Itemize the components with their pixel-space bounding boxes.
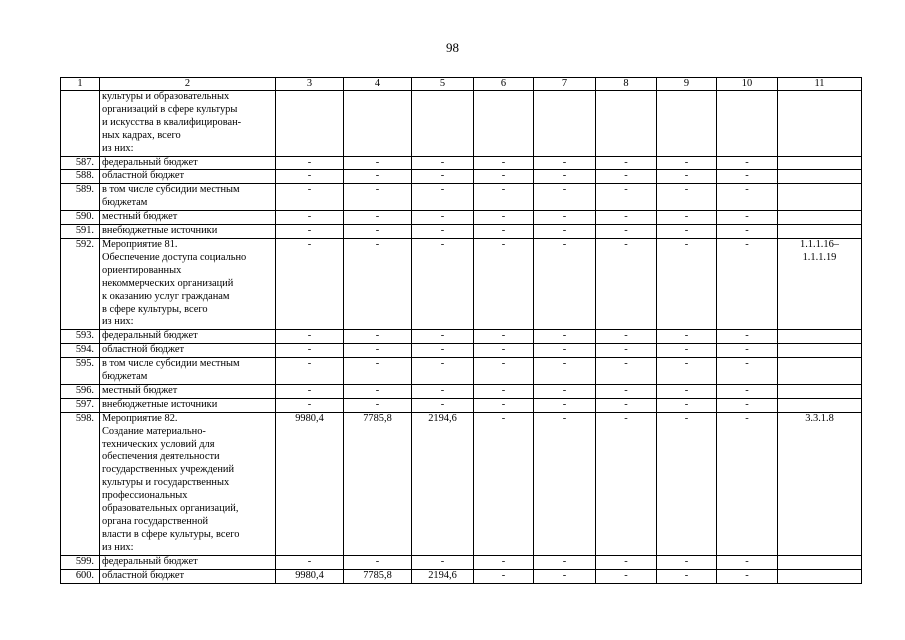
value-cell: - (412, 384, 474, 398)
indicator-ref-cell (778, 184, 862, 211)
row-name-cell: внебюджетные источники (100, 225, 276, 239)
value-cell: - (412, 238, 474, 329)
value-cell: - (717, 330, 778, 344)
row-name-cell: федеральный бюджет (100, 156, 276, 170)
row-number-cell: 600. (61, 569, 100, 583)
value-cell: - (596, 358, 657, 385)
value-cell: - (412, 225, 474, 239)
value-cell: - (276, 344, 344, 358)
value-cell: 2194,6 (412, 412, 474, 555)
value-cell: - (474, 555, 534, 569)
indicator-ref-cell (778, 384, 862, 398)
value-cell: - (276, 170, 344, 184)
value-cell: - (596, 555, 657, 569)
value-cell: - (344, 156, 412, 170)
value-cell: - (717, 412, 778, 555)
value-cell: - (534, 211, 596, 225)
value-cell: 9980,4 (276, 569, 344, 583)
row-name-cell: областной бюджет (100, 569, 276, 583)
table-row (61, 238, 862, 329)
value-cell: - (657, 170, 717, 184)
value-cell: - (717, 358, 778, 385)
indicator-ref-cell (778, 358, 862, 385)
row-name-cell: местный бюджет (100, 211, 276, 225)
value-cell: - (474, 358, 534, 385)
row-name-cell: областной бюджет (100, 170, 276, 184)
value-cell: - (412, 170, 474, 184)
value-cell: - (596, 330, 657, 344)
value-cell: - (276, 330, 344, 344)
column-header: 7 (534, 78, 596, 91)
value-cell: - (596, 170, 657, 184)
value-cell: - (534, 238, 596, 329)
value-cell: - (534, 156, 596, 170)
row-name-cell: федеральный бюджет (100, 555, 276, 569)
row-number-cell: 599. (61, 555, 100, 569)
indicator-ref-cell (778, 170, 862, 184)
value-cell: - (344, 398, 412, 412)
row-name-cell: областной бюджет (100, 344, 276, 358)
value-cell: - (474, 344, 534, 358)
value-cell: 9980,4 (276, 412, 344, 555)
value-cell: - (412, 358, 474, 385)
value-cell: - (596, 412, 657, 555)
value-cell: - (657, 330, 717, 344)
indicator-ref-cell: 1.1.1.16– 1.1.1.19 (778, 238, 862, 329)
value-cell: - (276, 156, 344, 170)
budget-table (60, 77, 862, 584)
value-cell: - (474, 156, 534, 170)
value-cell: - (717, 398, 778, 412)
column-header: 1 (61, 78, 100, 91)
value-cell: - (534, 184, 596, 211)
value-cell: - (344, 225, 412, 239)
value-cell: - (474, 211, 534, 225)
value-cell: - (657, 238, 717, 329)
value-cell: - (717, 156, 778, 170)
table-row (61, 398, 862, 412)
value-cell: - (657, 184, 717, 211)
value-cell: - (276, 398, 344, 412)
page-number: 98 (446, 40, 459, 55)
indicator-ref-cell (778, 156, 862, 170)
value-cell: 2194,6 (412, 569, 474, 583)
value-cell: - (412, 211, 474, 225)
table-row (61, 344, 862, 358)
indicator-ref-cell: 3.3.1.8 (778, 412, 862, 555)
value-cell: - (474, 184, 534, 211)
value-cell (276, 91, 344, 157)
row-number-cell: 588. (61, 170, 100, 184)
value-cell: - (717, 238, 778, 329)
value-cell: - (657, 156, 717, 170)
value-cell: - (412, 330, 474, 344)
row-name-cell: Мероприятие 81. Обеспечение доступа социально ориентированных некоммерческих организаций к оказанию услуг гражданам в сфере культуры, всего из них: (100, 238, 276, 329)
value-cell: - (276, 225, 344, 239)
value-cell: - (534, 555, 596, 569)
table-row (61, 555, 862, 569)
value-cell: - (596, 156, 657, 170)
indicator-ref-cell (778, 225, 862, 239)
column-header: 5 (412, 78, 474, 91)
value-cell: - (474, 398, 534, 412)
row-name-cell: культуры и образовательных организаций в сфере культуры и искусства в квалифицирован- ных кадрах, всего из них: (100, 91, 276, 157)
indicator-ref-cell (778, 91, 862, 157)
table-row (61, 569, 862, 583)
value-cell: - (717, 344, 778, 358)
table-row (61, 225, 862, 239)
value-cell: - (344, 184, 412, 211)
row-number-cell: 596. (61, 384, 100, 398)
value-cell: - (717, 184, 778, 211)
value-cell: - (596, 184, 657, 211)
table-row (61, 184, 862, 211)
value-cell: - (657, 384, 717, 398)
value-cell: - (474, 569, 534, 583)
value-cell: - (657, 555, 717, 569)
value-cell: - (534, 225, 596, 239)
value-cell: - (717, 384, 778, 398)
value-cell: - (412, 344, 474, 358)
value-cell: - (657, 211, 717, 225)
value-cell: - (534, 569, 596, 583)
value-cell: - (344, 211, 412, 225)
value-cell: - (412, 398, 474, 412)
value-cell: - (596, 384, 657, 398)
value-cell (474, 91, 534, 157)
table-row (61, 211, 862, 225)
row-number-cell: 594. (61, 344, 100, 358)
row-number-cell: 589. (61, 184, 100, 211)
row-number-cell: 590. (61, 211, 100, 225)
value-cell: - (534, 398, 596, 412)
value-cell: - (717, 211, 778, 225)
row-number-cell: 598. (61, 412, 100, 555)
row-number-cell: 587. (61, 156, 100, 170)
value-cell: - (596, 238, 657, 329)
value-cell: - (276, 555, 344, 569)
row-number-cell: 593. (61, 330, 100, 344)
value-cell: - (717, 170, 778, 184)
value-cell: - (657, 344, 717, 358)
value-cell: - (534, 330, 596, 344)
value-cell: 7785,8 (344, 412, 412, 555)
value-cell: - (534, 170, 596, 184)
row-name-cell: в том числе субсидии местным бюджетам (100, 184, 276, 211)
value-cell (717, 91, 778, 157)
value-cell: - (276, 358, 344, 385)
value-cell: - (596, 344, 657, 358)
value-cell: - (596, 569, 657, 583)
value-cell: - (596, 225, 657, 239)
value-cell: - (474, 330, 534, 344)
table-row (61, 170, 862, 184)
value-cell: - (474, 225, 534, 239)
value-cell: - (276, 184, 344, 211)
row-number-cell: 592. (61, 238, 100, 329)
row-number-cell: 597. (61, 398, 100, 412)
value-cell: - (344, 384, 412, 398)
row-number-cell: 595. (61, 358, 100, 385)
value-cell: - (717, 569, 778, 583)
row-name-cell: внебюджетные источники (100, 398, 276, 412)
table-row (61, 412, 862, 555)
value-cell: - (344, 238, 412, 329)
table-row (61, 156, 862, 170)
value-cell: - (717, 555, 778, 569)
value-cell (596, 91, 657, 157)
row-name-cell: Мероприятие 82. Создание материально- технических условий для обеспечения деятельности государственных учреждений культуры и государственных профессиональных образовательных организаций, органа государственной власти в сфере культуры, всего из них: (100, 412, 276, 555)
value-cell: 7785,8 (344, 569, 412, 583)
value-cell: - (474, 238, 534, 329)
indicator-ref-cell (778, 344, 862, 358)
column-header: 10 (717, 78, 778, 91)
value-cell: - (717, 225, 778, 239)
column-header: 3 (276, 78, 344, 91)
indicator-ref-cell (778, 569, 862, 583)
value-cell: - (276, 211, 344, 225)
row-name-cell: местный бюджет (100, 384, 276, 398)
value-cell: - (344, 344, 412, 358)
value-cell: - (534, 412, 596, 555)
column-header: 11 (778, 78, 862, 91)
value-cell: - (412, 184, 474, 211)
row-name-cell: федеральный бюджет (100, 330, 276, 344)
value-cell: - (657, 398, 717, 412)
value-cell: - (276, 384, 344, 398)
value-cell (657, 91, 717, 157)
value-cell: - (657, 412, 717, 555)
value-cell (534, 91, 596, 157)
value-cell: - (474, 170, 534, 184)
row-number-cell (61, 91, 100, 157)
table-row (61, 91, 862, 157)
row-number-cell: 591. (61, 225, 100, 239)
indicator-ref-cell (778, 330, 862, 344)
column-header: 2 (100, 78, 276, 91)
column-header: 9 (657, 78, 717, 91)
value-cell: - (534, 358, 596, 385)
value-cell: - (474, 412, 534, 555)
table-row (61, 358, 862, 385)
value-cell (344, 91, 412, 157)
value-cell: - (474, 384, 534, 398)
value-cell: - (657, 569, 717, 583)
column-header: 4 (344, 78, 412, 91)
table-row (61, 330, 862, 344)
value-cell: - (596, 398, 657, 412)
indicator-ref-cell (778, 211, 862, 225)
value-cell: - (344, 358, 412, 385)
column-header: 6 (474, 78, 534, 91)
value-cell: - (596, 211, 657, 225)
value-cell: - (412, 156, 474, 170)
value-cell (412, 91, 474, 157)
indicator-ref-cell (778, 398, 862, 412)
value-cell: - (657, 358, 717, 385)
value-cell: - (412, 555, 474, 569)
value-cell: - (344, 170, 412, 184)
value-cell: - (344, 555, 412, 569)
value-cell: - (534, 344, 596, 358)
table-row (61, 384, 862, 398)
table-body (61, 78, 862, 584)
header-row (61, 78, 862, 91)
value-cell: - (344, 330, 412, 344)
value-cell: - (534, 384, 596, 398)
row-name-cell: в том числе субсидии местным бюджетам (100, 358, 276, 385)
column-header: 8 (596, 78, 657, 91)
value-cell: - (276, 238, 344, 329)
indicator-ref-cell (778, 555, 862, 569)
value-cell: - (657, 225, 717, 239)
